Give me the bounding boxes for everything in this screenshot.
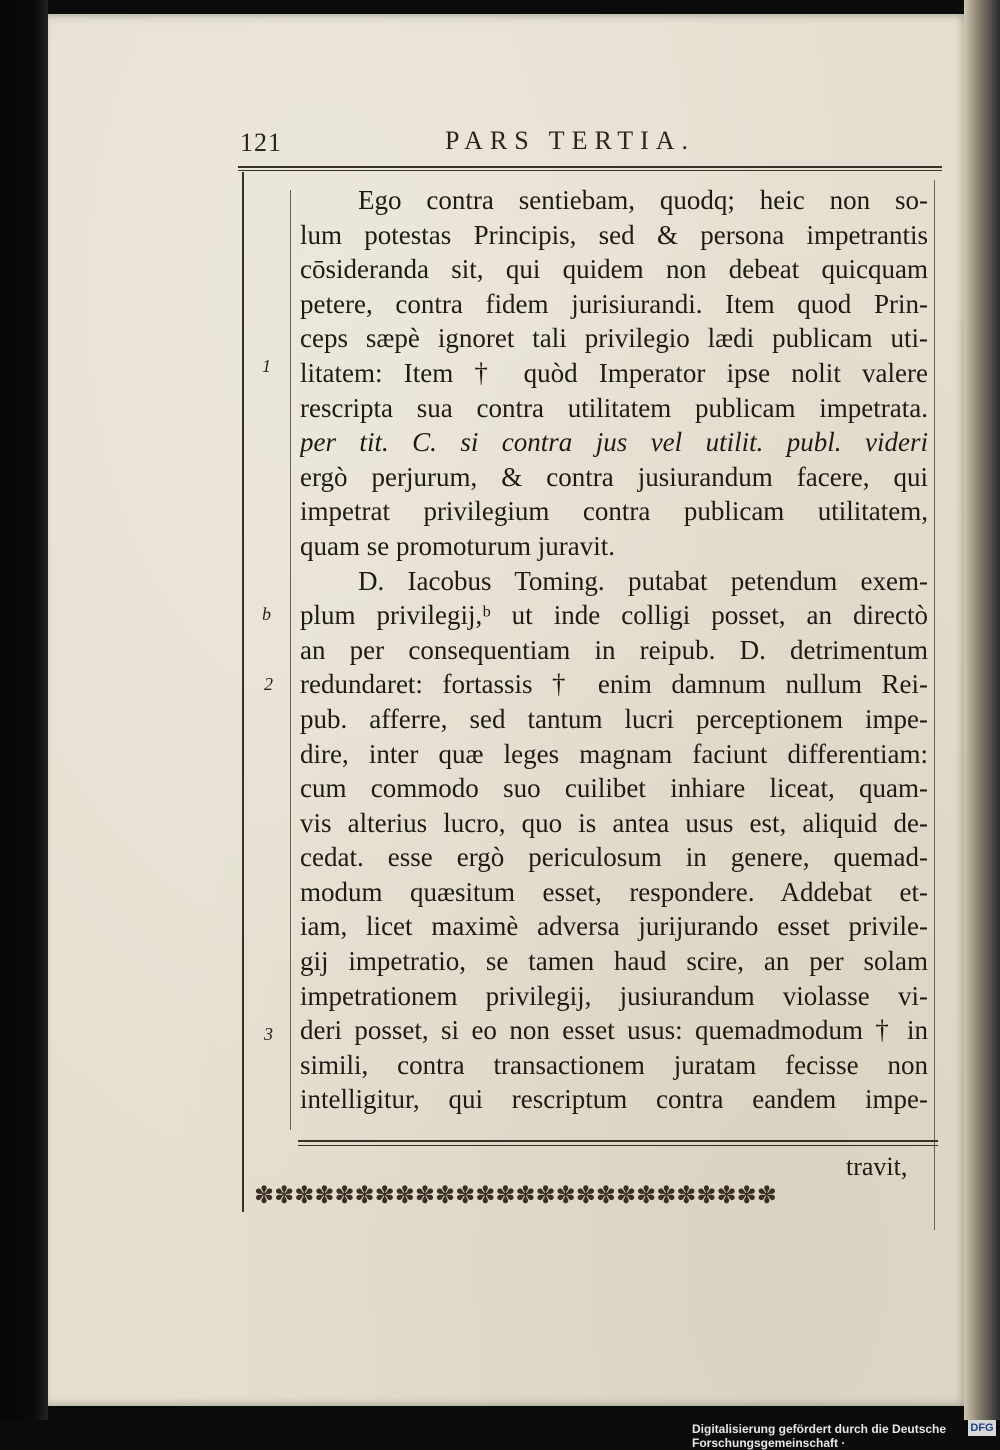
margin-note-3: 3 xyxy=(264,1024,273,1044)
text-line: cum commodo suo cuilibet inhiare liceat, quam- xyxy=(300,773,928,804)
text-line: simili, contra transactionem juratam fecisse non xyxy=(300,1049,928,1080)
margin-note-2: 2 xyxy=(264,674,273,694)
margin-note-1: 1 xyxy=(262,356,271,376)
text-line: impetrat privilegium contra publicam utilitatem, xyxy=(300,496,928,527)
header-rule-thin xyxy=(238,170,942,171)
margin-note-b: b xyxy=(262,604,271,624)
margin-frame-left xyxy=(242,172,244,1212)
text-line: litatem: Item † quòd Imperator ipse nolit valere xyxy=(300,357,928,388)
text-line: lum potestas Principis, sed & persona impetrantis xyxy=(300,219,928,250)
text-line: intelligitur, qui rescriptum contra eandem impe- xyxy=(300,1084,928,1115)
text-line: dire, inter quæ leges magnam faciunt differentiam: xyxy=(300,738,928,769)
page-header xyxy=(240,126,940,166)
text-frame-left xyxy=(290,190,291,1130)
text-line: modum quæsitum esset, respondere. Addebat et- xyxy=(300,876,928,907)
text-line: vis alterius lucro, quo is antea usus est, aliquid de- xyxy=(300,807,928,838)
text-line: iam, licet maximè adversa jurijurando esset privile- xyxy=(300,911,928,942)
header-rule xyxy=(238,166,942,168)
dfg-logo: DFG xyxy=(968,1420,996,1436)
text-line: Ego contra sentiebam, quodq; heic non so- xyxy=(358,185,928,215)
text-line: cedat. esse ergò periculosum in genere, quemad- xyxy=(300,842,928,873)
text-line: D. Iacobus Toming. putabat petendum exem- xyxy=(358,565,928,596)
funding-note: Digitalisierung gefördert durch die Deutsche Forschungsgemeinschaft · xyxy=(692,1422,947,1450)
page-number: 121 xyxy=(240,128,282,157)
text-line: rescripta sua contra utilitatem publicam impetrata. xyxy=(300,392,928,423)
text-line: ceps sæpè ignoret tali privilegio lædi publicam uti- xyxy=(300,323,928,354)
text-line: redundaret: fortassis † enim damnum nullum Rei- xyxy=(300,669,928,700)
text-line: ergò perjurum, & contra jusiurandum facere, qui xyxy=(300,461,928,492)
text-line: petere, contra fidem jurisiurandi. Item quod Prin- xyxy=(300,288,928,319)
text-line: per tit. C. si contra jus vel utilit. publ. videri xyxy=(300,427,928,458)
text-line: quam se promoturum juravit. xyxy=(300,530,615,561)
text-frame-right xyxy=(934,180,935,1230)
footer-rule xyxy=(298,1140,938,1142)
page-edge xyxy=(964,0,1000,1420)
text-line: gij impetratio, se tamen haud scire, an per solam xyxy=(300,946,928,977)
text-line: plum privilegij,ᵇ ut inde colligi posset, an directò xyxy=(300,600,928,631)
ornament-band xyxy=(254,1180,936,1210)
text-line: an per consequentiam in reipub. D. detrimentum xyxy=(300,634,928,665)
text-line: pub. afferre, sed tantum lucri perceptionem impe- xyxy=(300,703,928,734)
scan-background-left xyxy=(0,0,48,1420)
text-line: deri posset, si eo non esset usus: quemadmodum † in xyxy=(300,1015,928,1046)
running-head: PARS TERTIA. xyxy=(445,126,696,155)
footer-rule-thin xyxy=(298,1145,938,1146)
text-line: cōsideranda sit, qui quidem non debeat quicquam xyxy=(300,254,928,285)
body-text xyxy=(300,183,928,1117)
text-line: impetrationem privilegij, jusiurandum violasse vi- xyxy=(300,980,928,1011)
catchword: travit, xyxy=(846,1152,908,1181)
ornament-border: ✽✽✽✽✽✽✽✽✽✽✽✽✽✽✽✽✽✽✽✽✽✽✽✽✽✽ xyxy=(254,1182,777,1209)
